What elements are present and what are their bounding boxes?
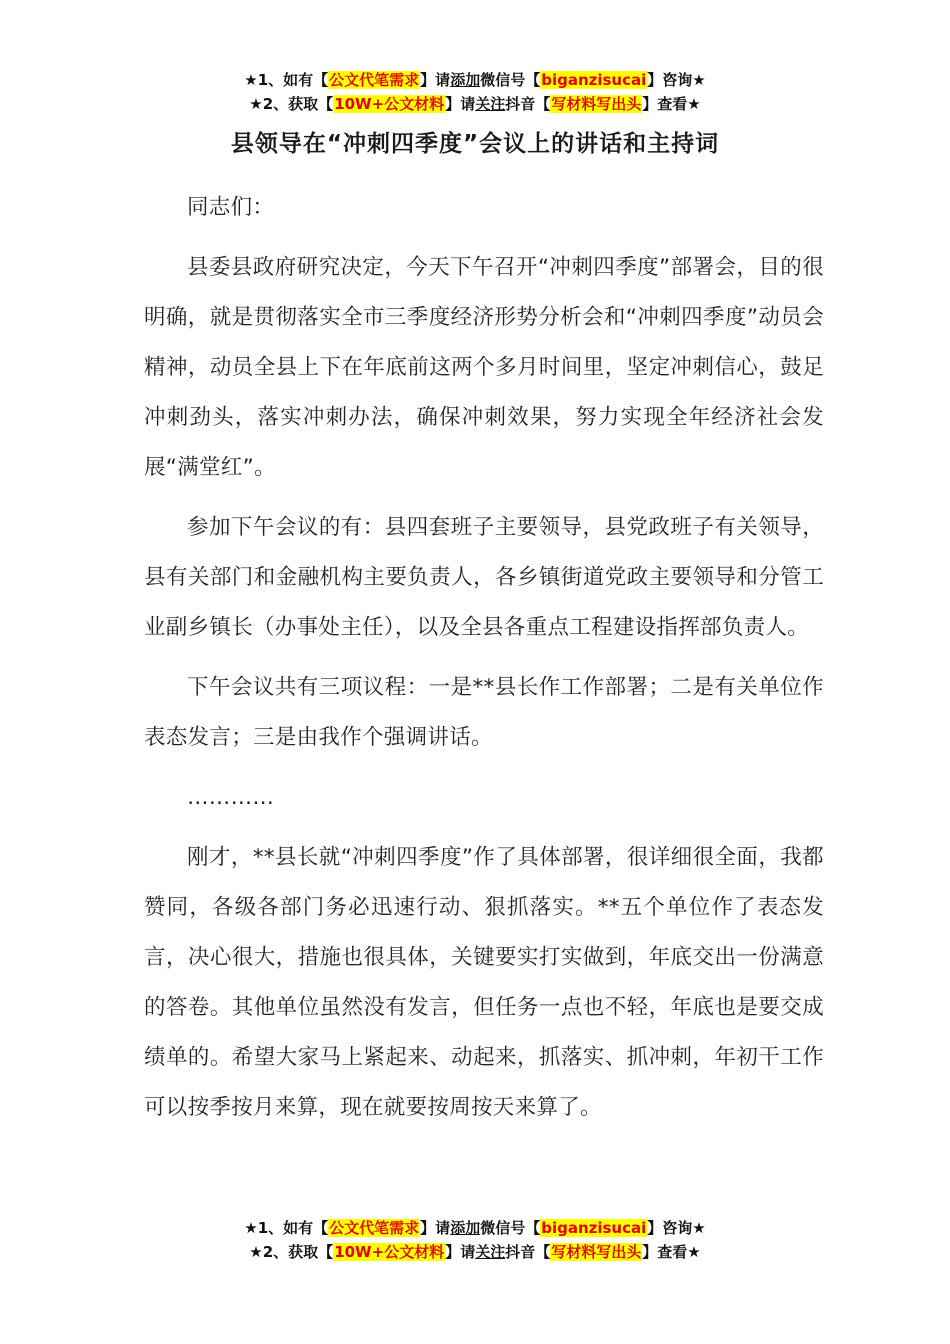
banner-underline: 关注 <box>475 1243 506 1261</box>
banner-line-2 <box>0 1240 950 1264</box>
banner-text: ★2、获取【 <box>249 95 334 113</box>
greeting: 同志们： <box>187 195 275 220</box>
banner-text: 】请 <box>420 71 451 89</box>
paragraph: 参加下午会议的有：县四套班子主要领导，县党政班子有关领导，县有关部门和金融机构主要负责人，各乡镇街道党政主要领导和分管工业副乡镇长（办事处主任），以及全县各重点工程建设指挥部负责人。 <box>144 515 824 640</box>
paragraph: 刚才，**县长就“冲刺四季度”作了具体部署，很详细很全面，我都赞同，各级各部门务必迅速行动、狠抓落实。**五个单位作了表态发言，决心很大，措施也很具体，关键要实打实做到，年底交出一份满意的答卷。其他单位虽然没有发言，但任务一点也不轻，年底也是要交成绩单的。希望大家马上紧起来、动起来，抓落实、抓冲刺，年初干工作可以按季按月来算，现在就要按周按天来算了。 <box>144 845 824 1120</box>
banner-underline: 添加 <box>450 71 481 89</box>
banner-text: 】请 <box>445 1243 476 1261</box>
banner-text: 微信号【 <box>480 1219 541 1237</box>
banner-douyin-id: 写材料写出头 <box>551 95 642 113</box>
banner-text: ★1、如有【 <box>244 71 329 89</box>
footer-banner <box>0 1216 950 1264</box>
banner-text: 】请 <box>445 95 476 113</box>
banner-line-2 <box>0 92 950 116</box>
banner-line-1 <box>0 1216 950 1240</box>
banner-underline: 添加 <box>450 1219 481 1237</box>
banner-highlight: 10W+公文材料 <box>334 1243 445 1261</box>
banner-text: 抖音【 <box>505 95 551 113</box>
banner-text: 】查看★ <box>642 1243 701 1261</box>
banner-highlight: 10W+公文材料 <box>334 95 445 113</box>
ellipsis-paragraph: ………… <box>187 785 275 810</box>
document-body <box>144 183 824 1143</box>
banner-line-1 <box>0 68 950 92</box>
banner-text: ★1、如有【 <box>244 1219 329 1237</box>
banner-text: 微信号【 <box>480 71 541 89</box>
banner-highlight: 公文代笔需求 <box>329 71 420 89</box>
banner-douyin-id: 写材料写出头 <box>551 1243 642 1261</box>
paragraph: 县委县政府研究决定，今天下午召开“冲刺四季度”部署会，目的很明确，就是贯彻落实全市三季度经济形势分析会和“冲刺四季度”动员会精神，动员全县上下在年底前这两个多月时间里，坚定冲刺信心，鼓足冲刺劲头，落实冲刺办法，确保冲刺效果，努力实现全年经济社会发展“满堂红”。 <box>144 255 824 480</box>
banner-highlight: 公文代笔需求 <box>329 1219 420 1237</box>
banner-text: ★2、获取【 <box>249 1243 334 1261</box>
banner-text: 】咨询★ <box>647 71 706 89</box>
header-banner <box>0 68 950 116</box>
banner-wechat-id: biganzisucai <box>541 1219 647 1237</box>
banner-text: 】咨询★ <box>647 1219 706 1237</box>
banner-text: 】查看★ <box>642 95 701 113</box>
banner-text: 抖音【 <box>505 1243 551 1261</box>
banner-wechat-id: biganzisucai <box>541 71 647 89</box>
banner-underline: 关注 <box>475 95 506 113</box>
paragraph: 下午会议共有三项议程：一是**县长作工作部署；二是有关单位作表态发言；三是由我作个强调讲话。 <box>144 675 824 750</box>
banner-text: 】请 <box>420 1219 451 1237</box>
document-title: 县领导在“冲刺四季度”会议上的讲话和主持词 <box>230 131 720 157</box>
